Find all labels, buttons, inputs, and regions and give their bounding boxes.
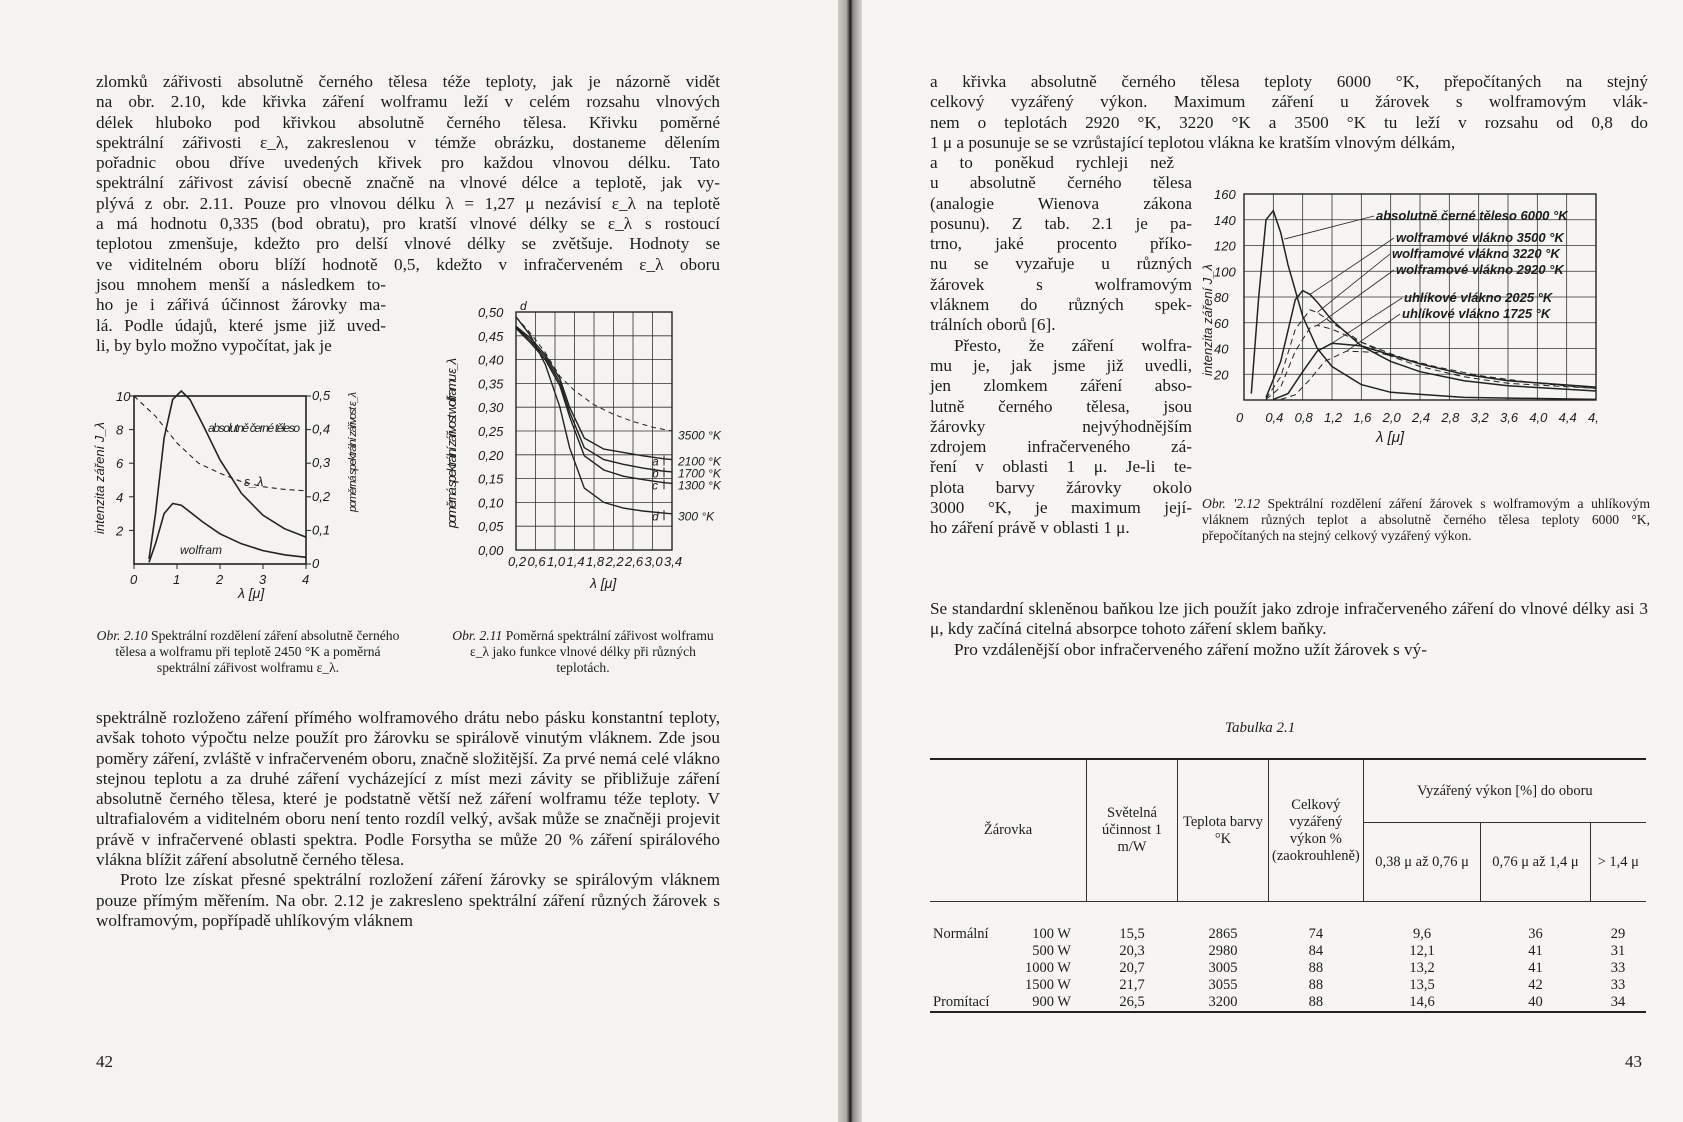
y-right-tick-label: 0,3 [312, 455, 331, 471]
text-line: zdrojem infračerveného zá- [930, 437, 1192, 457]
x-tick-label: 1 [173, 572, 181, 587]
text-line: Přesto, že záření wolfra- [954, 335, 1192, 355]
text-line: pořadnic obou dříve uvedených křivek pro každou vlnovou délku. Tato [96, 153, 720, 173]
series-letter: d [652, 509, 659, 524]
text-line: li, by bylo možno vypočítat, jak je [96, 335, 332, 355]
text-line: ho je i zářivá účinnost žárovky ma- [96, 295, 386, 315]
series-letter: b [652, 466, 659, 481]
x-tick-label: 0,8 [1294, 410, 1313, 425]
series-temperature-label: 300 °K [678, 509, 715, 524]
cell-lamp-power: 1500 W [1024, 977, 1071, 993]
y-right-axis-label: poměrná spektrální zářivost ε_λ [347, 392, 359, 512]
cell-total: 88 [1269, 994, 1364, 1012]
text-line: (analogie Wienova zákona [930, 193, 1192, 213]
table-row [930, 977, 1646, 994]
cell-b3: 31 [1610, 943, 1626, 959]
text-line: zlomků zářivosti absolutně černého tělesa téže teploty, jak je názorně vidět [96, 72, 720, 91]
y-tick-label: 2 [116, 523, 124, 539]
caption-2-12-label: Obr. '2.12 [1202, 496, 1261, 511]
text-line: délek hluboko pod křivkou absolutně černého tělesa. Křivku poměrné [96, 112, 720, 132]
cell-lamp [930, 943, 1087, 960]
x-tick-label: 0,4 [1265, 410, 1284, 425]
y-tick-label: 8 [116, 422, 124, 438]
cell-total: 88 [1308, 977, 1324, 993]
series-label: ε_λ [244, 474, 264, 489]
y-tick-label: 100 [1214, 264, 1236, 280]
series-label: absolutně černé těleso [208, 421, 300, 435]
text-line: a to poněkud rychleji než [930, 153, 1174, 172]
y-tick-label: 0,15 [478, 471, 504, 487]
text-line: u absolutně černého tělesa [930, 173, 1192, 193]
text-line: vláknem do různých spek- [930, 295, 1192, 315]
table-row [930, 902, 1646, 944]
x-tick-label: 2,4 [1412, 410, 1431, 425]
cell-b2: 41 [1528, 943, 1543, 959]
y-tick-label: 0,00 [478, 543, 504, 558]
y-tick-label: 140 [1214, 212, 1236, 228]
text-line: trálních oborů [6]. [930, 315, 1056, 335]
cell-lamp-power: 100 W [1032, 926, 1071, 942]
series-leader-line [1347, 314, 1400, 351]
y-right-tick-label: 0,5 [312, 388, 331, 403]
series-leader-line [1317, 254, 1390, 312]
right-paragraph-mid [930, 599, 1648, 660]
x-tick-label: 2,6 [625, 554, 644, 569]
x-tick-label: 2,2 [605, 554, 624, 569]
x-tick-label: 2 [216, 572, 224, 587]
y-axis-label: intenzita záření J_λ [1200, 264, 1215, 376]
text-line: 1 μ a posunuje se se vzrůstající teplotou vlákna ke kratším vlnovým délkám, [930, 132, 1456, 152]
y-tick-label: 60 [1214, 315, 1229, 331]
y-right-tick-label: 0 [312, 556, 320, 571]
series-letter: d [520, 299, 527, 313]
right-paragraph-top [930, 72, 1648, 153]
right-paragraph-narrow [930, 153, 1192, 539]
cell-b1: 14,6 [1363, 994, 1481, 1012]
series-label: wolframové vlákno 3500 °K [1396, 230, 1564, 245]
series-label: wolframové vlákno 2920 °K [1396, 262, 1564, 277]
cell-eff: 20,3 [1119, 943, 1145, 959]
cell-b2: 42 [1528, 977, 1543, 993]
th-band-2: 0,76 μ až 1,4 μ [1481, 823, 1590, 902]
table-title: Tabulka 2.1 [1225, 720, 1296, 736]
y-axis-label: intenzita záření J_λ [92, 422, 107, 534]
text-line: ve viditelném oboru blíží hodnotě 0,5, kdežto v infračerveném ε_λ oboru [96, 254, 720, 274]
x-tick-label: 3,4 [664, 554, 683, 569]
cell-eff: 20,7 [1119, 960, 1145, 976]
caption-2-10 [92, 628, 404, 676]
th-lamp: Žárovka [930, 759, 1087, 902]
x-tick-label: 4, [1588, 410, 1599, 425]
x-tick-label: 2,0 [1382, 410, 1401, 425]
series-line [149, 391, 306, 559]
series-line [149, 504, 306, 563]
right-paragraph-mid-2: Pro vzdálenější obor infračerveného záření možno užít žárovek s vý- [954, 639, 1427, 659]
cell-b2: 36 [1528, 926, 1543, 942]
book-gutter [838, 0, 862, 1122]
x-tick-label: 3,2 [1470, 410, 1489, 425]
y-tick-label: 0,05 [478, 519, 504, 535]
x-tick-label: 4,0 [1529, 410, 1548, 425]
cell-b1: 9,6 [1413, 926, 1432, 942]
cell-b3: 33 [1610, 960, 1626, 976]
th-band-3: > 1,4 μ [1590, 823, 1646, 902]
caption-2-10-label: Obr. 2.10 [96, 628, 148, 643]
table-2-1 [930, 758, 1646, 1013]
page-number-left: 42 [96, 1052, 113, 1071]
cell-lamp [930, 902, 1087, 944]
series-temperature-label: 3500 °K [678, 428, 721, 443]
cell-total: 84 [1308, 943, 1324, 959]
caption-2-12 [1202, 496, 1650, 544]
series-leader-line [1310, 238, 1394, 294]
right-paragraph-mid-1: Se standardní skleněnou baňkou lze jich použít jako zdroje infračerveného záření do vlnové délky asi 3 μ, kdy začíná citelná absorpce tohoto záření sklem baňky. [930, 599, 1648, 639]
series-label: absolutně černé těleso 6000 °K [1376, 208, 1568, 223]
series-label: uhlíkové vlákno 2025 °K [1404, 290, 1553, 305]
series-temperature-label: 2100 °K [678, 454, 721, 469]
cell-lamp-power: 500 W [1032, 943, 1071, 959]
y-right-tick-label: 0,1 [312, 522, 331, 538]
x-tick-label: 0 [1236, 410, 1244, 425]
cell-total: 88 [1308, 960, 1324, 976]
caption-2-11-text: Poměrná spektrální zářivost wolframu ε_λ jako funkce vlnové délky při různých teplotách. [470, 628, 714, 675]
cell-lamp-type: Promítací [933, 994, 990, 1010]
x-tick-label: 1,8 [586, 554, 605, 569]
figure-2-11 [440, 298, 740, 603]
page-number-right: 43 [1625, 1052, 1642, 1071]
y-tick-label: 120 [1214, 238, 1236, 254]
cell-b2: 41 [1528, 960, 1543, 976]
cell-lamp-power: 900 W [1032, 994, 1071, 1010]
cell-eff: 21,7 [1119, 977, 1145, 993]
y-tick-label: 0,30 [478, 400, 504, 416]
text-line: a křivka absolutně černého tělesa teploty 6000 °K, přepočítaných na stejný [930, 72, 1648, 91]
x-axis-label: λ [μ] [238, 585, 265, 601]
series-letter: a [652, 454, 659, 469]
text-line: celkový vyzářený výkon. Maximum záření u žárovek s wolframovým vlák- [930, 92, 1648, 112]
y-tick-label: 6 [116, 456, 124, 472]
y-axis-label: poměrná spektrální zářivost wolframu ε_λ [444, 358, 459, 528]
caption-2-10-text: Spektrální rozdělení záření absolutně černého tělesa a wolframu při teplotě 2450 °K a poměrná spektrální zářivost wolframu ε_λ. [115, 628, 400, 675]
cell-total: 74 [1308, 926, 1324, 942]
cell-b3: 33 [1610, 977, 1626, 993]
cell-temp: 3005 [1208, 960, 1238, 976]
x-tick-label: 0,6 [527, 554, 546, 569]
y-tick-label: 160 [1214, 187, 1236, 202]
y-tick-label: 0,40 [478, 352, 504, 368]
text-line: plota barvy žárovky okolo [930, 477, 1192, 497]
y-tick-label: 0,50 [478, 305, 504, 320]
cell-b1: 12,1 [1409, 943, 1435, 959]
text-line: mu je, jak jsme již uvedli, [930, 355, 1192, 375]
text-line: 3000 °K, je maximum její- [930, 498, 1192, 518]
cell-temp: 2980 [1208, 943, 1238, 959]
text-line: a má hodnotu 0,335 (bod obratu), pro kratší vlnové délky se ε_λ s rostoucí [96, 214, 720, 234]
text-line: ho záření právě v oblasti 1 μ. [930, 518, 1130, 538]
x-tick-label: 3,6 [1500, 410, 1519, 425]
y-tick-label: 0,10 [478, 495, 504, 511]
x-tick-label: 1,0 [547, 554, 566, 569]
table-row [930, 994, 1646, 1012]
y-tick-label: 20 [1214, 367, 1229, 383]
x-tick-label: 4,4 [1558, 410, 1577, 425]
y-tick-label: 80 [1214, 290, 1229, 305]
text-line: lá. Podle údajů, které jsme již uved- [96, 315, 386, 335]
figure-2-10 [88, 382, 388, 607]
cell-b3: 34 [1590, 994, 1646, 1012]
caption-2-11-label: Obr. 2.11 [452, 628, 503, 643]
text-line: nem o teplotách 2920 °K, 3220 °K a 3500 °K tu leží v rozsahu od 0,8 do [930, 112, 1648, 132]
text-line: trno, jaké procento příko- [930, 234, 1192, 254]
cell-eff: 15,5 [1119, 926, 1145, 942]
y-tick-label: 10 [116, 389, 131, 404]
x-tick-label: 0,2 [508, 554, 527, 569]
text-line: teplotou zmenšuje, kdežto pro delší vlnové délky se zvětšuje. Hodnoty se [96, 234, 720, 254]
cell-b3: 29 [1610, 926, 1626, 942]
x-tick-label: 1,4 [566, 554, 585, 569]
text-line: plývá z obr. 2.11. Pouze pro vlnovou délku λ = 1,27 μ nezávisí ε_λ na teplotě [96, 193, 720, 213]
cell-eff: 26,5 [1087, 994, 1178, 1012]
series-leader-line [1317, 270, 1394, 325]
y-tick-label: 0,20 [478, 447, 504, 463]
th-color-temp: Teplota barvy °K [1178, 759, 1269, 902]
th-radiated: Vyzářený výkon [%] do oboru [1363, 759, 1646, 823]
y-tick-label: 0,25 [478, 424, 504, 439]
text-line: lutně černého tělesa, jsou [930, 396, 1192, 416]
y-tick-label: 40 [1214, 341, 1229, 357]
series-label: wolframové vlákno 3220 °K [1392, 246, 1560, 261]
series-line [1273, 343, 1596, 399]
cell-temp: 3055 [1208, 977, 1238, 993]
x-axis-label: λ [μ] [590, 575, 617, 591]
left-paragraph-bottom [96, 708, 720, 931]
x-tick-label: 3,0 [644, 554, 663, 569]
cell-lamp [930, 960, 1087, 977]
series-label: wolfram [180, 543, 223, 557]
cell-temp: 2865 [1208, 926, 1238, 942]
cell-lamp [930, 994, 1087, 1012]
th-band-1: 0,38 μ až 0,76 μ [1363, 823, 1481, 902]
cell-lamp [930, 977, 1087, 994]
th-total: Celkový vyzářený výkon % (zaokrouhleně) [1269, 759, 1364, 902]
caption-2-11 [448, 628, 718, 676]
text-line: žárovky nejvýhodnějším [930, 416, 1192, 436]
table-row [930, 960, 1646, 977]
cell-b1: 13,5 [1409, 977, 1435, 993]
text-line: ření v oblasti 1 μ. Je-li te- [930, 457, 1192, 477]
series-label: uhlíkové vlákno 1725 °K [1402, 306, 1551, 321]
x-tick-label: 3 [259, 572, 267, 587]
figure-2-12 [1196, 186, 1656, 486]
x-tick-label: 1,2 [1324, 410, 1343, 425]
series-letter: c [652, 478, 658, 493]
cell-b2: 40 [1481, 994, 1590, 1012]
text-line: žárovek s wolframovým [930, 274, 1192, 294]
cell-lamp-type: Normální [933, 926, 989, 942]
cell-lamp-power: 1000 W [1024, 960, 1071, 976]
text-line: spektrální zářivosti ε_λ, zakreslenou v témže obrázku, dostaneme dělením [96, 132, 720, 152]
x-tick-label: 1,6 [1353, 410, 1372, 425]
series-temperature-label: 1700 °K [678, 466, 721, 481]
x-axis-label: λ [μ] [1376, 429, 1405, 446]
left-paragraph-bottom-2: Proto lze získat přesné spektrální rozložení záření žárovky se spirálovým vláknem pouze přímým měřením. Na obr. 2.12 je zakresleno spektrální záření různých žárovek s wolframovým, popřípadě uhlíkovým vláknem [96, 870, 720, 930]
y-tick-label: 4 [116, 489, 124, 505]
y-tick-label: 0,45 [478, 328, 504, 344]
text-line: jen zlomkem záření abso- [930, 376, 1192, 396]
table-row [930, 943, 1646, 960]
series-temperature-label: 1300 °K [678, 478, 721, 493]
caption-2-12-text: Spektrální rozdělení záření žárovek s wolframovým a uhlíkovým vláknem různých teplot a absolutně černého tělesa teploty 6000 °K, přepočítaných na stejný celkový vyzářený výkon. [1202, 496, 1651, 543]
text-line: na obr. 2.10, kde křivka záření wolframu leží v celém rozsahu vlnových [96, 92, 720, 112]
x-tick-label: 0 [130, 572, 138, 587]
text-line: posunu). Z tab. 2.1 je pa- [930, 213, 1192, 233]
x-tick-label: 4 [302, 572, 310, 587]
cell-temp: 3200 [1178, 994, 1269, 1012]
th-efficacy: Světelná účinnost 1 m/W [1087, 759, 1178, 902]
left-paragraph-bottom-1: spektrálně rozloženo záření přímého wolframového drátu nebo pásku konstantní teploty, avšak tohoto výpočtu nelze použít pro žárovku se spirálově vinutým vláknem. Zde jsou poměry záření, zvláště v infračerveném oboru, značně složitější. Za prvé nemá celé vlákno stejnou teplotu a za druhé záření vycházející z míst mezi závity se přibližuje záření absolutně černého tělesa, které je podstatně větší než záření wolframu téže teploty. V ultrafialovém a viditelném oboru není tento rozdíl velký, avšak může se značněji projevit právě v infračervené oblasti spektra. Podle Forsytha se může 20 % záření spirálového vlákna blížit záření absolutně černého tělesa. [96, 708, 720, 870]
x-tick-label: 2,8 [1441, 410, 1460, 425]
y-right-tick-label: 0,2 [312, 488, 331, 504]
cell-b1: 13,2 [1409, 960, 1435, 976]
text-line: jsou mnohem menší a následkem to- [96, 274, 386, 294]
y-right-tick-label: 0,4 [312, 421, 331, 437]
text-line: spektrální zářivost závisí obecně značně na vlnové délce a teplotě, jak vy- [96, 173, 720, 193]
text-line: nu se vyzařuje u různých [930, 254, 1192, 274]
y-tick-label: 0,35 [478, 376, 504, 392]
